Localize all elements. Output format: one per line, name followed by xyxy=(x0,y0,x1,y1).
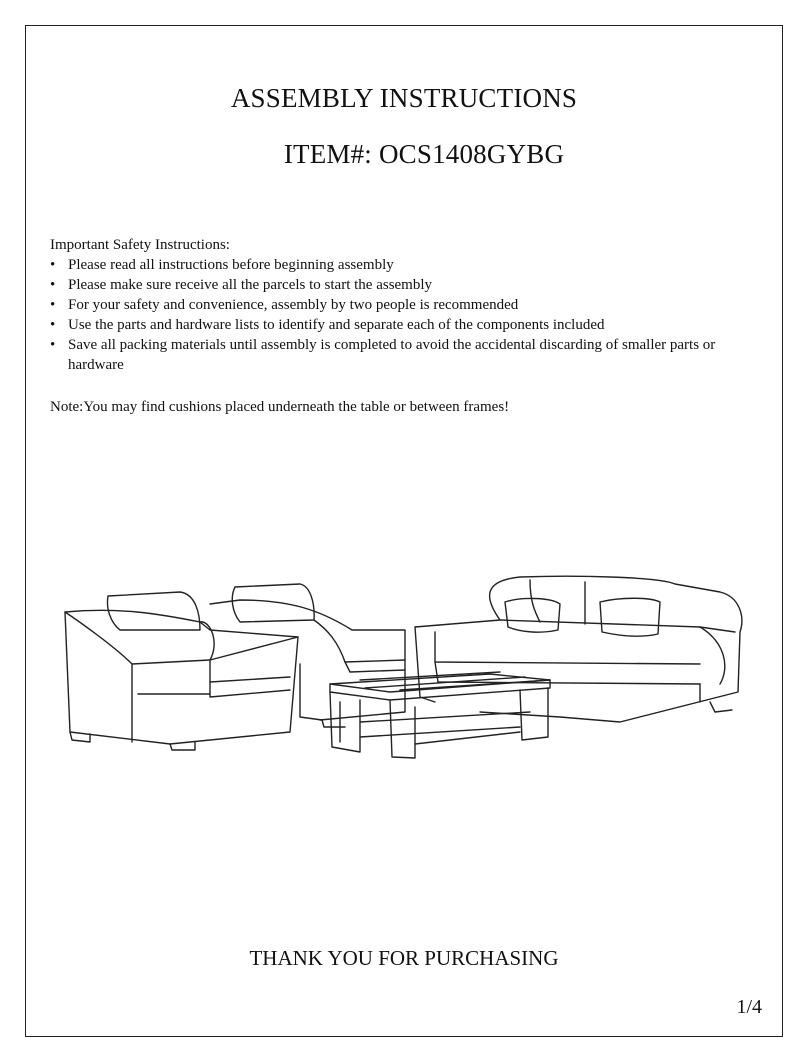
page-border xyxy=(25,25,783,1037)
safety-list xyxy=(50,255,750,375)
thank-you-message: THANK YOU FOR PURCHASING xyxy=(249,946,559,970)
safety-heading: Important Safety Instructions: xyxy=(50,237,230,253)
armchair-left-icon xyxy=(65,592,298,750)
page-number: 1/4 xyxy=(736,996,762,1018)
sofa-icon xyxy=(415,576,742,722)
bullet-icon: • xyxy=(50,317,56,333)
armchair-right-icon xyxy=(210,584,405,727)
bullet-icon: • xyxy=(50,277,56,293)
bullet-icon: • xyxy=(50,337,56,353)
safety-item: • Use the parts and hardware lists to identify and separate each of the components included xyxy=(50,317,605,333)
safety-item: • Save all packing materials until assembly is completed to avoid the accidental discarding of smaller parts or hardware xyxy=(50,337,716,373)
safety-instructions xyxy=(50,235,750,375)
item-number: ITEM#: OCS1408GYBG xyxy=(283,139,565,169)
bullet-icon: • xyxy=(50,257,56,273)
patio-furniture-set-icon xyxy=(60,572,750,772)
safety-item: • Please read all instructions before beginning assembly xyxy=(50,257,394,273)
document-title: ASSEMBLY INSTRUCTIONS xyxy=(230,83,578,113)
cushion-note: Note:You may find cushions placed underneath the table or between frames! xyxy=(50,399,510,415)
safety-item: • For your safety and convenience, assembly by two people is recommended xyxy=(50,297,519,313)
bullet-icon: • xyxy=(50,297,56,313)
safety-item: • Please make sure receive all the parcels to start the assembly xyxy=(50,277,433,293)
